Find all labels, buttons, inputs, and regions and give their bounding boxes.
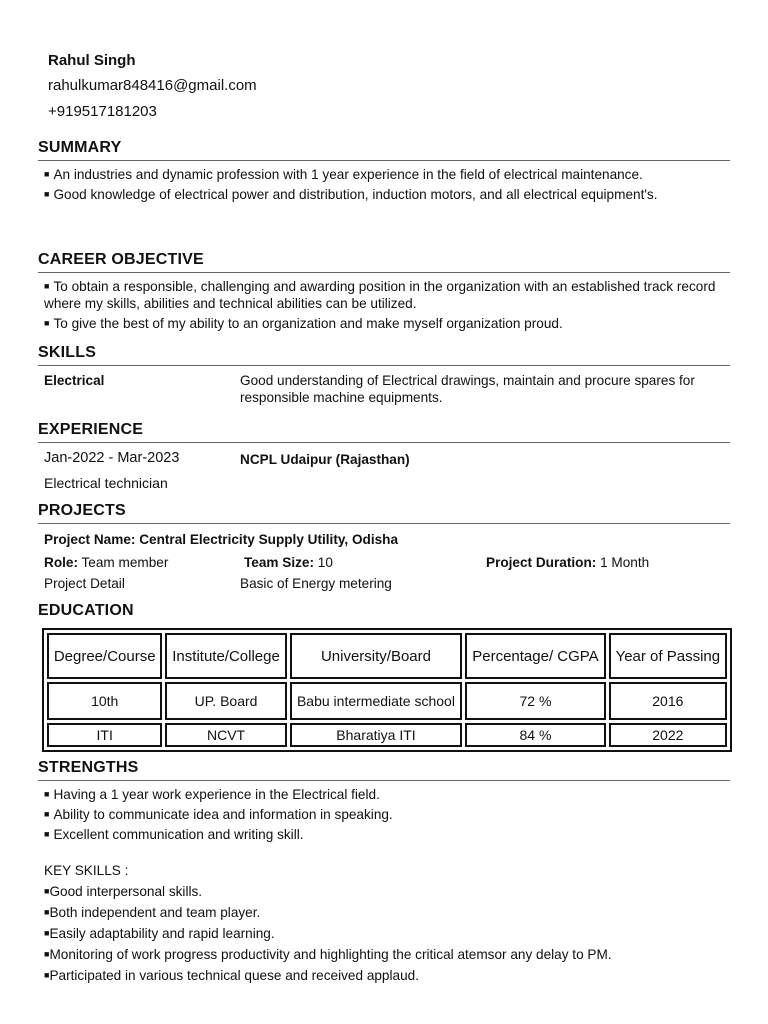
skill-label: Electrical [44,373,105,388]
key-skill-item: ■Participated in various technical quese and received applaud. [44,968,419,983]
skill-description: Good understanding of Electrical drawings, maintain and procure spares for responsible machine equipments. [240,373,695,405]
bullet-icon: ■ [44,886,50,896]
table-header-cell: Institute/College [165,633,286,679]
table-header-cell: Degree/Course [47,633,162,679]
table-header-cell: University/Board [290,633,463,679]
experience-role: Electrical technician [44,475,168,491]
strength-bullet: ■ Having a 1 year work experience in the Electrical field. [44,787,380,802]
table-cell: Babu intermediate school [290,682,463,720]
table-cell: 2016 [609,682,727,720]
table-cell: 10th [47,682,162,720]
objective-bullet: ■ To give the best of my ability to an organization and make myself organization proud. [44,316,563,331]
key-skills-section [38,861,730,986]
table-cell: ITI [47,723,162,747]
table-header-cell: Percentage/ CGPA [465,633,605,679]
project-detail-label: Project Detail [44,576,125,591]
key-skill-item: ■Both independent and team player. [44,905,261,920]
table-cell: 72 % [465,682,605,720]
table-header-cell: Year of Passing [609,633,727,679]
table-cell: Bharatiya ITI [290,723,463,747]
key-skill-item: ■Good interpersonal skills. [44,884,203,899]
project-detail: Basic of Energy metering [240,576,392,591]
projects-section [38,501,730,594]
contact-block [48,50,257,127]
project-role: Role: Team member [44,555,169,570]
project-name: Project Name: Central Electricity Supply Utility, Odisha [44,532,399,547]
skills-section [38,343,730,408]
table-header-row [47,633,727,679]
experience-dates: Jan-2022 - Mar-2023 [44,450,180,466]
candidate-name: Rahul Singh [48,52,136,69]
education-table [42,628,732,752]
education-title: EDUCATION [38,602,134,619]
objective-bullet: ■ To obtain a responsible, challenging and awarding position in the organization with an established track record where my skills, abilities and technical abilities can be utilized. [44,279,716,311]
table-cell: 2022 [609,723,727,747]
bullet-icon: ■ [44,829,50,839]
experience-title: EXPERIENCE [38,420,730,443]
bullet-icon: ■ [44,281,50,291]
bullet-icon: ■ [44,789,50,799]
strengths-title: STRENGTHS [38,758,730,781]
objective-title: CAREER OBJECTIVE [38,250,730,273]
phone-text: +919517181203 [48,103,157,120]
bullet-icon: ■ [44,809,50,819]
bullet-icon: ■ [44,169,50,179]
table-cell: 84 % [465,723,605,747]
bullet-icon: ■ [44,949,50,959]
bullet-icon: ■ [44,970,50,980]
key-skill-item: ■Monitoring of work progress productivity and highlighting the critical atemsor any delay to PM. [44,947,612,962]
key-skills-heading: KEY SKILLS : [44,863,129,878]
bullet-icon: ■ [44,318,50,328]
table-row [47,723,727,747]
strength-bullet: ■ Ability to communicate idea and information in speaking. [44,807,393,822]
project-team-size: Team Size: 10 [244,555,333,570]
email-text: rahulkumar848416@gmail.com [48,77,257,94]
summary-bullet: ■ Good knowledge of electrical power and distribution, induction motors, and all electrical equipment's. [44,187,658,202]
project-duration: Project Duration: 1 Month [486,555,650,570]
skills-title: SKILLS [38,343,730,366]
summary-title: SUMMARY [38,138,730,161]
projects-title: PROJECTS [38,501,730,524]
experience-org: NCPL Udaipur (Rajasthan) [240,452,410,467]
table-cell: UP. Board [165,682,286,720]
summary-bullet: ■ An industries and dynamic profession with 1 year experience in the field of electrical maintenance. [44,167,643,182]
experience-section [38,420,730,499]
strength-bullet: ■ Excellent communication and writing skill. [44,827,304,842]
objective-section [38,250,730,332]
bullet-icon: ■ [44,928,50,938]
table-cell: NCVT [165,723,286,747]
strengths-section [38,758,730,843]
bullet-icon: ■ [44,189,50,199]
table-row [47,682,727,720]
summary-section [38,138,730,203]
key-skill-item: ■Easily adaptability and rapid learning. [44,926,275,941]
bullet-icon: ■ [44,907,50,917]
